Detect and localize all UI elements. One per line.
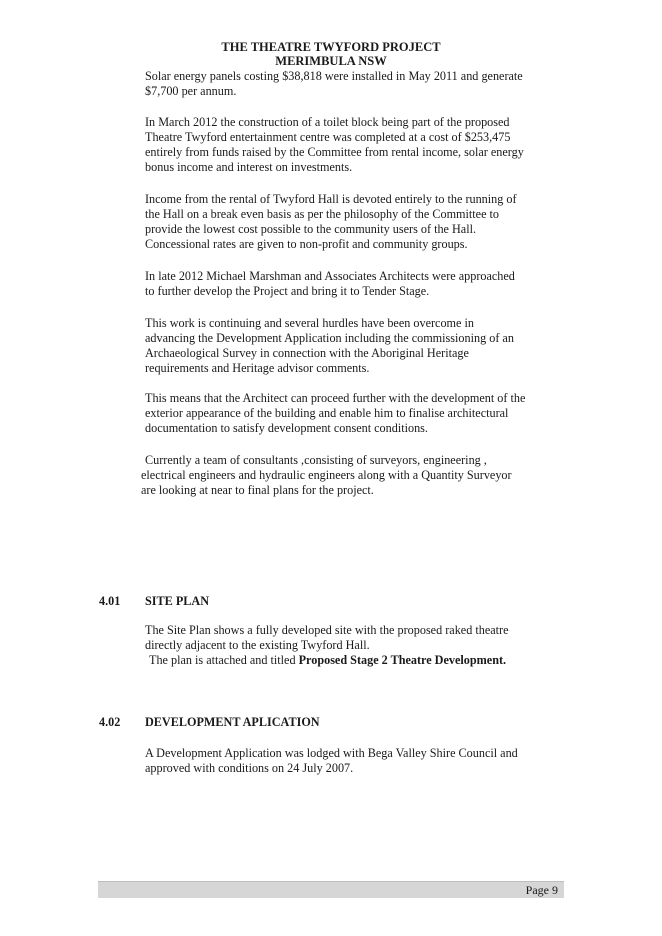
paragraph-hall-income xyxy=(145,192,570,252)
document-header xyxy=(0,40,662,68)
paragraph-line: $7,700 per annum. xyxy=(145,84,237,98)
section-title-site-plan: SITE PLAN xyxy=(145,594,210,608)
paragraph-line: Archaeological Survey in connection with the Aboriginal Heritage xyxy=(145,346,469,360)
paragraph-line: approved with conditions on 24 July 2007. xyxy=(145,761,354,775)
paragraph-line: Currently a team of consultants ,consisting of surveyors, engineering , xyxy=(145,453,487,467)
paragraph-line: electrical engineers and hydraulic engineers along with a Quantity Surveyor xyxy=(141,468,512,482)
paragraph-line: documentation to satisfy development consent conditions. xyxy=(145,421,428,435)
paragraph-line: Income from the rental of Twyford Hall is devoted entirely to the running of xyxy=(145,192,517,206)
paragraph-line: bonus income and interest on investments. xyxy=(145,160,353,174)
plan-line xyxy=(145,653,570,668)
paragraph-line: In March 2012 the construction of a toilet block being part of the proposed xyxy=(145,115,510,129)
page-footer xyxy=(98,881,564,898)
section-body-development-application xyxy=(145,746,570,776)
paragraph-consultants xyxy=(141,453,566,498)
paragraph-line: requirements and Heritage advisor comments. xyxy=(145,361,370,375)
paragraph-line: A Development Application was lodged with Bega Valley Shire Council and xyxy=(145,746,518,760)
paragraph-line: are looking at near to final plans for the project. xyxy=(141,483,374,497)
paragraph-line: Solar energy panels costing $38,818 were installed in May 2011 and generate xyxy=(145,69,523,83)
paragraph-line: Concessional rates are given to non-profit and community groups. xyxy=(145,237,468,251)
plan-prefix: The plan is attached and titled xyxy=(149,653,299,667)
paragraph-line: exterior appearance of the building and enable him to finalise architectural xyxy=(145,406,509,420)
section-body-site-plan xyxy=(145,623,570,668)
section-number: 4.01 xyxy=(99,594,121,608)
paragraph-architects xyxy=(145,269,570,299)
paragraph-line: to further develop the Project and bring it to Tender Stage. xyxy=(145,284,430,298)
header-title: THE THEATRE TWYFORD PROJECT xyxy=(221,40,441,54)
paragraph-line: entirely from funds raised by the Committee from rental income, solar energy xyxy=(145,145,524,159)
paragraph-line: advancing the Development Application including the commissioning of an xyxy=(145,331,514,345)
paragraph-line: This means that the Architect can proceed further with the development of the xyxy=(145,391,526,405)
paragraph-solar xyxy=(145,69,570,99)
plan-title: Proposed Stage 2 Theatre Development. xyxy=(298,653,507,667)
paragraph-line: Theatre Twyford entertainment centre was completed at a cost of $253,475 xyxy=(145,130,511,144)
paragraph-toilet-block xyxy=(145,115,570,175)
paragraph-line: provide the lowest cost possible to the community users of the Hall. xyxy=(145,222,477,236)
paragraph-line: directly adjacent to the existing Twyford Hall. xyxy=(145,638,370,652)
paragraph-hurdles xyxy=(145,316,570,376)
section-title-development-application: DEVELOPMENT APLICATION xyxy=(145,715,320,729)
page-number: Page 9 xyxy=(525,883,558,897)
header-subtitle: MERIMBULA NSW xyxy=(275,54,387,68)
paragraph-line: the Hall on a break even basis as per the philosophy of the Committee to xyxy=(145,207,500,221)
paragraph-line: The Site Plan shows a fully developed site with the proposed raked theatre xyxy=(145,623,509,637)
section-number: 4.02 xyxy=(99,715,121,729)
paragraph-architect-proceed xyxy=(145,391,570,436)
paragraph-line: This work is continuing and several hurdles have been overcome in xyxy=(145,316,474,330)
paragraph-line: In late 2012 Michael Marshman and Associates Architects were approached xyxy=(145,269,515,283)
